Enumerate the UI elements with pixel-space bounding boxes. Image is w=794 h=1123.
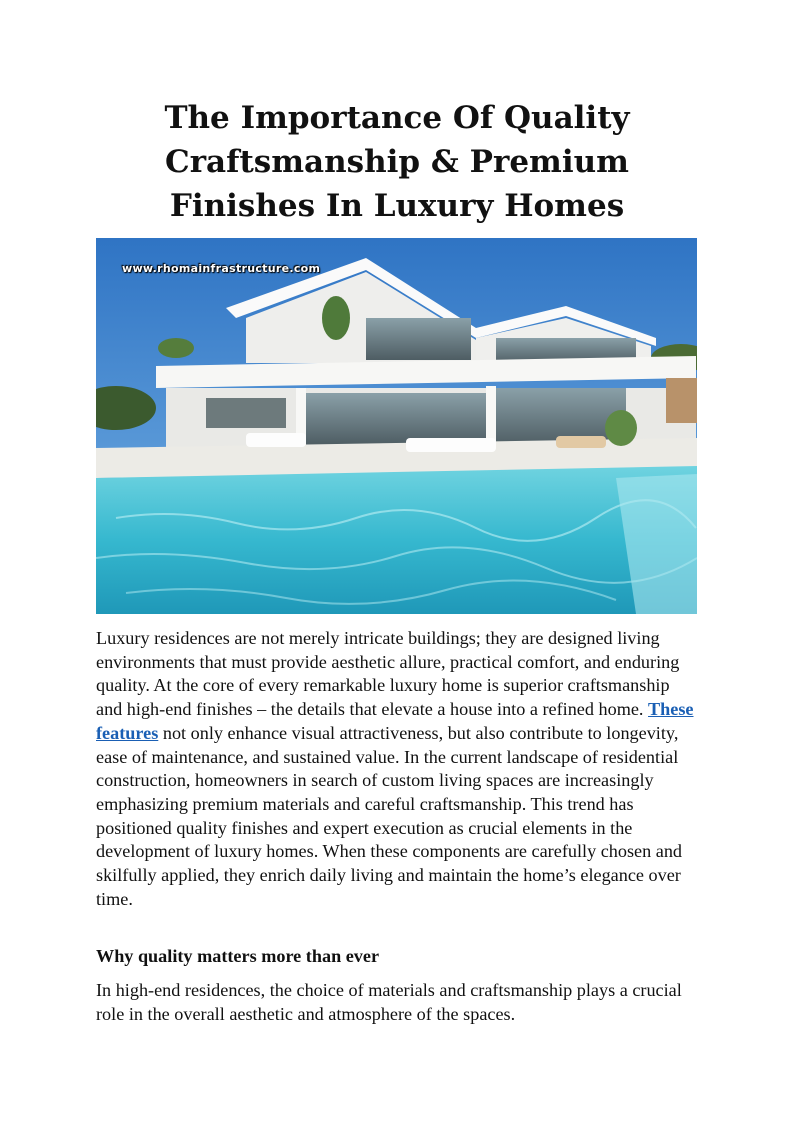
hero-image bbox=[96, 238, 697, 614]
watermark: www.rhomainfrastructure.com bbox=[122, 262, 321, 275]
luxury-villa-illustration bbox=[96, 238, 697, 614]
section-paragraph: In high-end residences, the choice of materials and craftsmanship plays a crucial role in the overall aesthetic and atmosphere of the spaces. bbox=[96, 980, 682, 1024]
intro-text-after-link: not only enhance visual attractiveness, but also contribute to longevity, ease of maintenance, and sustained value. In the current landscape of residential construction, homeowners in search of custom living spaces are increasingly emphasizing premium materials and careful craftsmanship. This trend has positioned quality finishes and expert execution as crucial elements in the development of luxury homes. When these components are carefully chosen and skilfully applied, they enrich daily living and maintain the home’s elegance over time. bbox=[96, 722, 683, 909]
page-title: The Importance Of Quality Craftsmanship & Premium Finishes In Luxury Homes bbox=[164, 100, 630, 224]
these-features-link[interactable]: These features bbox=[96, 699, 694, 743]
intro-text-before-link: Luxury residences are not merely intricate buildings; they are designed living environments that must provide aesthetic allure, practical comfort, and enduring quality. At the core of every remarkable luxury home is superior craftsmanship and high-end finishes – the details that elevate a house into a refined home. bbox=[96, 628, 680, 720]
intro-paragraph bbox=[96, 627, 698, 911]
section-heading: Why quality matters more than ever bbox=[96, 946, 380, 966]
